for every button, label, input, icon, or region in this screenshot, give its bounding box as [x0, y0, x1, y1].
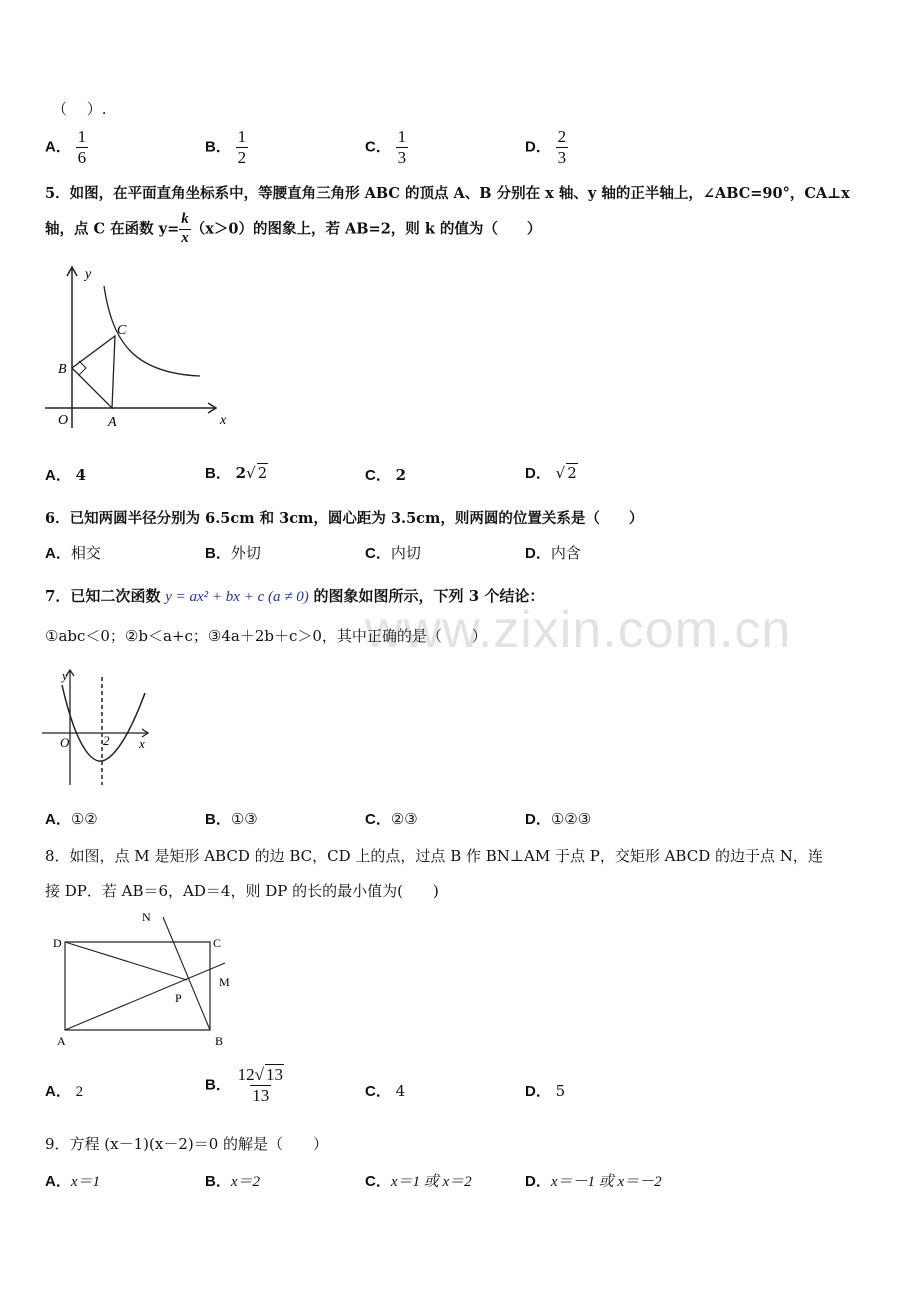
- q5-stem-line2: 轴，点 C 在函数 y= $\frac{k}{x}$ （x＞0）的图象上，若 AB=2，则 k 的值为（ ）: [45, 211, 542, 246]
- q7-option-b: B．①③: [205, 810, 258, 828]
- q6-option-b: B．外切: [205, 544, 261, 562]
- label-b: B: [58, 362, 67, 377]
- q8-figure: [45, 905, 245, 1050]
- right-angle-mark: [79, 361, 86, 375]
- label-o: O: [58, 413, 69, 428]
- fraction: $\frac{1}{6}$: [77, 127, 87, 167]
- line-bn: [163, 917, 210, 1030]
- triangle-abc: [72, 336, 115, 408]
- label-y: y: [85, 267, 92, 282]
- rectangle-abcd: [65, 942, 210, 1030]
- q9-stem: 9．方程 (x－1)(x－2)＝0 的解是（ ）: [45, 1135, 329, 1153]
- fraction: $\frac{1}{2}$: [237, 127, 247, 167]
- label-a: A: [108, 415, 117, 430]
- q4-option-c: [365, 128, 408, 167]
- option-label: C．: [365, 138, 391, 156]
- option-label: D．: [525, 138, 551, 156]
- q4-option-d: [525, 128, 568, 167]
- sqrt: √ 2: [246, 464, 268, 482]
- q7-option-a: A．①②: [45, 810, 98, 828]
- q8-stem-line2: 接 DP．若 AB＝6，AD＝4，则 DP 的长的最小值为( ): [45, 882, 439, 900]
- q7-option-c: C．②③: [365, 810, 418, 828]
- sqrt: √ 2: [555, 464, 577, 482]
- label-x: x: [220, 413, 227, 428]
- fraction: $\frac{12√ 13}{13}$: [237, 1065, 283, 1105]
- label-a: A: [57, 1034, 66, 1048]
- q6-stem: 6．已知两圆半径分别为 6.5cm 和 3cm，圆心距为 3.5cm，则两圆的位置关系是（ ）: [45, 510, 644, 527]
- label-n: N: [142, 910, 151, 924]
- q8-option-a: A． 2: [45, 1083, 84, 1100]
- q8-stem-line1: 8．如图，点 M 是矩形 ABCD 的边 BC，CD 上的点，过点 B 作 BN⊥AM 于点 P，交矩形 ABCD 的边于点 N，连: [45, 847, 823, 865]
- q6-option-a: A．相交: [45, 544, 101, 562]
- q4-option-a: [45, 128, 88, 167]
- q7-formula: y = ax² + bx + c (a ≠ 0): [165, 589, 309, 605]
- label-2: 2: [103, 733, 110, 748]
- q9-option-a: A．x＝1: [45, 1173, 101, 1190]
- q8-option-d: D． 5: [525, 1082, 566, 1100]
- option-label: A．: [45, 138, 71, 156]
- q7-figure: [40, 665, 160, 790]
- label-c: C: [213, 936, 222, 950]
- label-m: M: [219, 975, 230, 989]
- label-c: C: [117, 323, 127, 338]
- parabola: [62, 685, 145, 761]
- q4-option-b: [205, 128, 248, 167]
- option-label: B．: [205, 138, 231, 156]
- q6-option-c: C．内切: [365, 544, 421, 562]
- q5-option-a: A． 4: [45, 466, 87, 484]
- q8-option-b: B． $\frac{12√ 13}{13}$: [205, 1066, 286, 1105]
- line-dp: [65, 942, 187, 980]
- line-am: [65, 963, 225, 1030]
- label-d: D: [53, 936, 62, 950]
- q8-option-c: C． 4: [365, 1082, 406, 1100]
- label-b: B: [215, 1034, 224, 1048]
- fraction: $\frac{2}{3}$: [557, 127, 567, 167]
- q9-option-b: B．x＝2: [205, 1173, 261, 1190]
- q5-option-c: C． 2: [365, 466, 407, 484]
- label-p: P: [175, 991, 182, 1005]
- q5-option-b: B． 2√ 2: [205, 464, 268, 482]
- q7-conclusions: ①abc＜0；②b＜a+c；③4a＋2b＋c＞0，其中正确的是（ ）: [45, 627, 487, 645]
- fraction: $\frac{1}{3}$: [397, 127, 407, 167]
- label-y: y: [62, 668, 68, 683]
- q7-stem: 7．已知二次函数 y = ax² + bx + c (a ≠ 0) 的图象如图所示，下列 3 个结论：: [45, 587, 545, 605]
- q5-figure: [40, 258, 240, 433]
- q5-stem-line1: 5．如图，在平面直角坐标系中，等腰直角三角形 ABC 的顶点 A、B 分别在 x 轴、y 轴的正半轴上，∠ABC=90°，CA⊥x: [45, 185, 850, 202]
- fraction: $\frac{k}{x}$: [181, 211, 189, 246]
- q9-option-d: D．x＝－1 或 x＝－2: [525, 1173, 662, 1190]
- q9-option-c: C．x＝1 或 x＝2: [365, 1173, 472, 1190]
- sqrt: √ 13: [254, 1065, 283, 1084]
- q4-stem-tail: （ ）.: [52, 100, 107, 118]
- watermark: www.zixin.com.cn: [365, 601, 792, 659]
- q7-option-d: D．①②③: [525, 810, 592, 828]
- label-x: x: [139, 736, 145, 751]
- q5-option-d: D． √ 2: [525, 464, 577, 482]
- label-o: O: [60, 735, 70, 750]
- q6-option-d: D．内含: [525, 544, 581, 562]
